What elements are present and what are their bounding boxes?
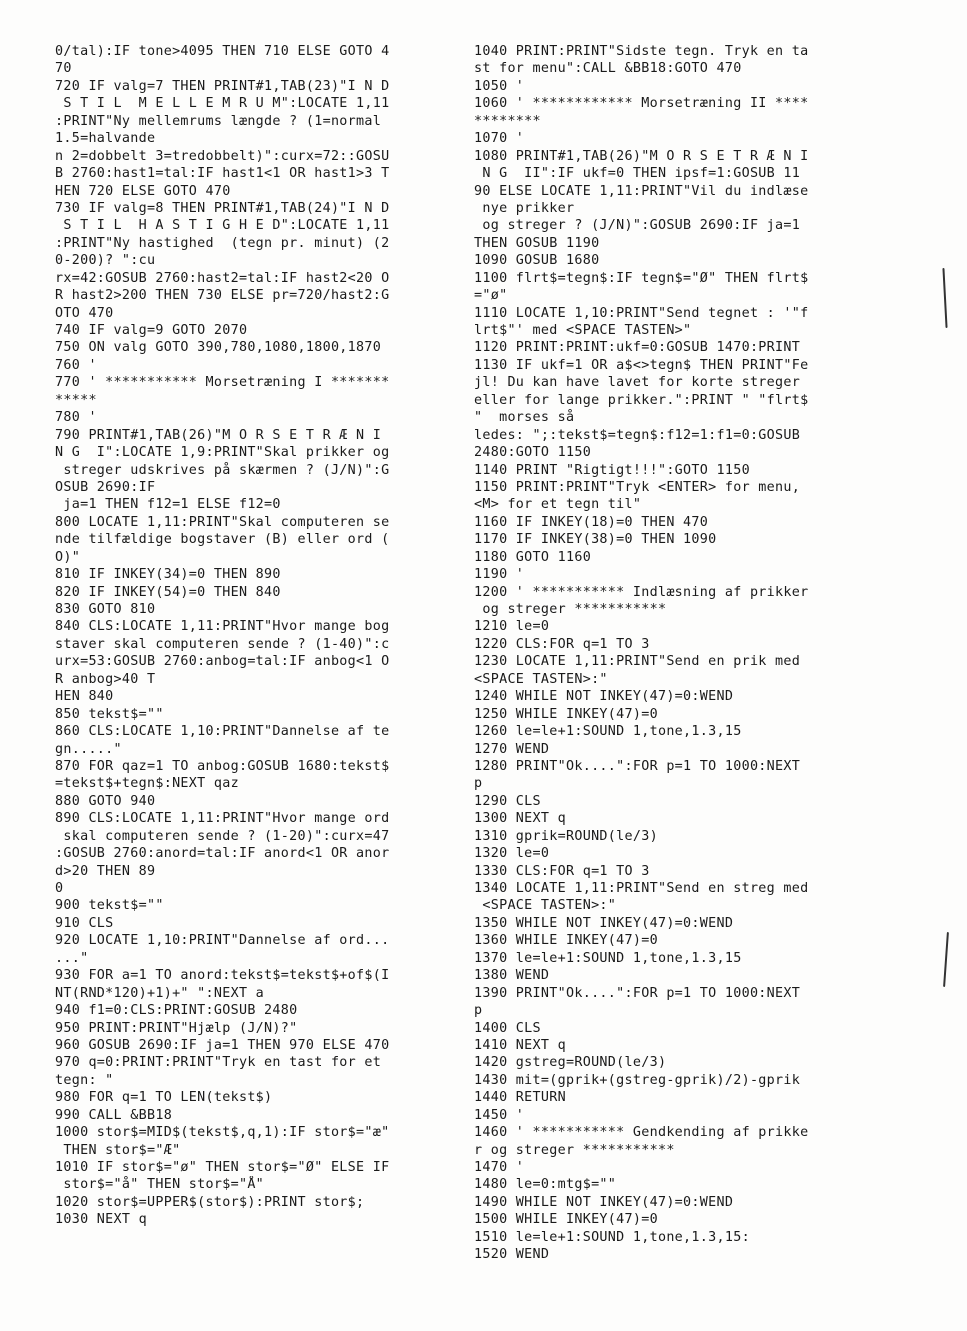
code-line: N G I":LOCATE 1,9:PRINT"Skal prikker og — [55, 445, 390, 461]
code-line: st for menu":CALL &BB18:GOTO 470 — [474, 61, 742, 77]
code-line: 850 tekst$="" — [55, 706, 164, 722]
code-line: 0-200)? ":cu — [55, 253, 156, 269]
code-line: N G II":IF ukf=0 THEN ipsf=1:GOSUB 11 — [474, 166, 801, 182]
code-line: staver skal computeren sende ? (1-40)":c — [55, 636, 390, 652]
code-line: 930 FOR a=1 TO anord:tekst$=tekst$+of$(I — [55, 968, 390, 984]
margin-pen-mark — [943, 932, 949, 987]
code-line: :PRINT"Ny mellemrums længde ? (1=normal — [55, 113, 382, 129]
code-line: :GOSUB 2760:anord=tal:IF anord<1 OR anor — [55, 846, 390, 862]
code-line: n 2=dobbelt 3=tredobbelt)":curx=72::GOSU — [55, 148, 390, 164]
code-line: 950 PRINT:PRINT"Hjælp (J/N)?" — [55, 1020, 298, 1036]
code-line: 790 PRINT#1,TAB(26)"M O R S E T R Æ N I — [55, 427, 382, 443]
code-line: 1480 le=0:mtg$="" — [474, 1177, 617, 1193]
code-line: HEN 840 — [55, 689, 114, 705]
code-line: <M> for et tegn til" — [474, 497, 642, 513]
code-line: 830 GOTO 810 — [55, 602, 156, 617]
code-line: 1510 le=le+1:SOUND 1,tone,1.3,15: — [474, 1229, 750, 1245]
code-line: O)" — [55, 549, 81, 565]
code-line: ***** — [55, 392, 97, 408]
code-line: 880 GOTO 940 — [55, 793, 156, 809]
code-line: 810 IF INKEY(34)=0 THEN 890 — [55, 567, 281, 583]
left-code-column — [55, 43, 473, 1229]
code-line: p — [474, 776, 483, 792]
code-line: 750 ON valg GOTO 390,780,1080,1800,1870 — [55, 340, 382, 356]
code-line: B 2760:hast1=tal:IF hast1<1 OR hast1>3 T — [55, 166, 390, 182]
code-line: 1380 WEND — [474, 968, 550, 984]
code-line: 1040 PRINT:PRINT"Sidste tegn. Tryk en ta — [474, 44, 809, 59]
code-line: p — [474, 1003, 483, 1019]
code-line: 1250 WHILE INKEY(47)=0 — [474, 706, 658, 722]
code-line: 70 — [55, 61, 72, 77]
code-line: 1520 WEND — [474, 1247, 550, 1263]
code-line: S T I L M E L L E M R U M":LOCATE 1,11 — [55, 96, 390, 112]
code-line: 1020 stor$=UPPER$(stor$):PRINT stor$; — [55, 1194, 365, 1210]
code-line: 1.5=halvande — [55, 131, 156, 147]
code-line: eller for lange prikker.":PRINT " "flrt$ — [474, 392, 809, 408]
code-line: 1000 stor$=MID$(tekst$,q,1):IF stor$="æ" — [55, 1125, 390, 1141]
code-line: THEN GOSUB 1190 — [474, 235, 600, 251]
code-line: 1230 LOCATE 1,11:PRINT"Send en prik med — [474, 654, 801, 670]
code-line: 1460 ' *********** Gendkending af prikke — [474, 1125, 809, 1141]
code-line: 780 ' — [55, 410, 97, 426]
code-line: r og streger *********** — [474, 1142, 675, 1158]
code-line: nye prikker — [474, 200, 575, 216]
code-line: 990 CALL &BB18 — [55, 1107, 173, 1123]
code-line: OSUB 2690:IF — [55, 479, 156, 495]
code-line: 1450 ' — [474, 1107, 525, 1123]
code-line: " morses så — [474, 410, 575, 426]
code-line: lrt$"' med <SPACE TASTEN>" — [474, 323, 692, 338]
code-line: 1290 CLS — [474, 793, 541, 809]
code-line: 1360 WHILE INKEY(47)=0 — [474, 933, 658, 949]
code-line: 1010 IF stor$="ø" THEN stor$="Ø" ELSE IF — [55, 1160, 390, 1175]
code-line: S T I L H A S T I G H E D":LOCATE 1,11 — [55, 218, 390, 234]
code-line: 870 FOR qaz=1 TO anbog:GOSUB 1680:tekst$ — [55, 758, 390, 774]
code-line: 1310 gprik=ROUND(le/3) — [474, 828, 658, 844]
code-line: HEN 720 ELSE GOTO 470 — [55, 183, 231, 199]
right-code-column — [474, 43, 892, 1264]
code-line: 0 — [55, 881, 64, 896]
code-line: rx=42:GOSUB 2760:hast2=tal:IF hast2<20 O — [55, 270, 390, 286]
code-line: 1300 NEXT q — [474, 811, 566, 827]
code-line: 1500 WHILE INKEY(47)=0 — [474, 1212, 658, 1228]
code-line: ja=1 THEN f12=1 ELSE f12=0 — [55, 497, 281, 513]
code-line: 1190 ' — [474, 567, 525, 583]
code-line: 730 IF valg=8 THEN PRINT#1,TAB(24)"I N D — [55, 200, 390, 216]
code-line: 920 LOCATE 1,10:PRINT"Dannelse af ord... — [55, 933, 390, 949]
code-line: 1240 WHILE NOT INKEY(47)=0:WEND — [474, 689, 734, 705]
code-line: 760 ' — [55, 357, 97, 373]
code-line: 1200 ' *********** Indlæsning af prikker — [474, 584, 809, 600]
margin-pen-mark — [942, 268, 947, 328]
code-line: 820 IF INKEY(54)=0 THEN 840 — [55, 584, 281, 600]
code-line: skal computeren sende ? (1-20)":curx=47 — [55, 828, 390, 844]
code-line: nde tilfældige bogstaver (B) eller ord ( — [55, 532, 390, 548]
code-line: 1070 ' — [474, 131, 525, 147]
code-line: 1440 RETURN — [474, 1090, 566, 1106]
code-line: jl! Du kan have lavet for korte streger — [474, 375, 801, 391]
code-line: 1370 le=le+1:SOUND 1,tone,1.3,15 — [474, 950, 742, 966]
code-line: 1350 WHILE NOT INKEY(47)=0:WEND — [474, 915, 734, 931]
code-line: ="ø" — [474, 288, 508, 304]
code-line: 2480:GOTO 1150 — [474, 445, 592, 461]
code-line: 0/tal):IF tone>4095 THEN 710 ELSE GOTO 4 — [55, 44, 390, 59]
code-line: ******** — [474, 113, 541, 129]
code-line: 1120 PRINT:PRINT:ukf=0:GOSUB 1470:PRINT — [474, 340, 801, 356]
code-line: 1420 gstreg=ROUND(le/3) — [474, 1055, 667, 1071]
code-line: 1170 IF INKEY(38)=0 THEN 1090 — [474, 532, 717, 548]
code-line: 1150 PRINT:PRINT"Tryk <ENTER> for menu, — [474, 479, 801, 495]
code-line: R hast2>200 THEN 730 ELSE pr=720/hast2:G — [55, 288, 390, 304]
code-line: og streger ? (J/N)":GOSUB 2690:IF ja=1 — [474, 218, 801, 234]
code-line: 1320 le=0 — [474, 846, 550, 862]
code-line: 1140 PRINT "Rigtigt!!!":GOTO 1150 — [474, 462, 750, 478]
code-line: 720 IF valg=7 THEN PRINT#1,TAB(23)"I N D — [55, 78, 390, 94]
code-line: 1130 IF ukf=1 OR a$<>tegn$ THEN PRINT"Fe — [474, 357, 809, 373]
code-line: 860 CLS:LOCATE 1,10:PRINT"Dannelse af te — [55, 724, 390, 740]
code-line: 1100 flrt$=tegn$:IF tegn$="Ø" THEN flrt$ — [474, 270, 809, 286]
code-line: <SPACE TASTEN>:" — [474, 898, 617, 914]
code-line: 740 IF valg=9 GOTO 2070 — [55, 323, 248, 338]
code-line: 1030 NEXT q — [55, 1212, 147, 1228]
code-line: 1410 NEXT q — [474, 1037, 566, 1053]
code-line: <SPACE TASTEN>:" — [474, 671, 608, 687]
code-line: 1430 mit=(gprik+(gstreg-gprik)/2)-gprik — [474, 1072, 801, 1088]
code-line: 800 LOCATE 1,11:PRINT"Skal computeren se — [55, 514, 390, 530]
code-line: stor$="å" THEN stor$="Å" — [55, 1177, 265, 1193]
code-line: urx=53:GOSUB 2760:anbog=tal:IF anbog<1 O — [55, 654, 390, 670]
code-line: THEN stor$="Æ" — [55, 1142, 181, 1158]
code-line: 970 q=0:PRINT:PRINT"Tryk en tast for et — [55, 1055, 382, 1071]
code-line: 1210 le=0 — [474, 619, 550, 635]
code-line: 1390 PRINT"Ok....":FOR p=1 TO 1000:NEXT — [474, 985, 801, 1001]
code-line: ledes: ";:tekst$=tegn$:f12=1:f1=0:GOSUB — [474, 427, 801, 443]
code-line: 900 tekst$="" — [55, 898, 164, 914]
code-line: 1160 IF INKEY(18)=0 THEN 470 — [474, 514, 709, 530]
code-line: gn....." — [55, 741, 122, 757]
code-line: 840 CLS:LOCATE 1,11:PRINT"Hvor mange bog — [55, 619, 390, 635]
code-line: ..." — [55, 950, 89, 966]
code-line: 770 ' *********** Morsetræning I ******* — [55, 375, 390, 391]
code-line: tegn: " — [55, 1072, 114, 1088]
code-line: =tekst$+tegn$:NEXT qaz — [55, 776, 239, 792]
code-line: 910 CLS — [55, 915, 114, 931]
code-line: :PRINT"Ny hastighed (tegn pr. minut) (2 — [55, 235, 390, 251]
code-line: 890 CLS:LOCATE 1,11:PRINT"Hvor mange ord — [55, 811, 390, 827]
code-line: 940 f1=0:CLS:PRINT:GOSUB 2480 — [55, 1003, 298, 1019]
code-line: NT(RND*120)+1)+" ":NEXT a — [55, 985, 265, 1001]
code-line: 1220 CLS:FOR q=1 TO 3 — [474, 636, 650, 652]
code-line: 1180 GOTO 1160 — [474, 549, 592, 565]
code-line: 1270 WEND — [474, 741, 550, 757]
code-line: streger udskrives på skærmen ? (J/N)":G — [55, 462, 390, 478]
code-line: 1330 CLS:FOR q=1 TO 3 — [474, 863, 650, 879]
code-line: d>20 THEN 89 — [55, 863, 156, 879]
code-line: 1090 GOSUB 1680 — [474, 253, 600, 269]
code-line: og streger *********** — [474, 602, 667, 617]
code-line: 1060 ' ************ Morsetræning II **** — [474, 96, 809, 112]
code-line: 1340 LOCATE 1,11:PRINT"Send en streg med — [474, 881, 809, 896]
code-line: 980 FOR q=1 TO LEN(tekst$) — [55, 1090, 273, 1106]
code-line: 1260 le=le+1:SOUND 1,tone,1.3,15 — [474, 724, 742, 740]
code-line: R anbog>40 T — [55, 671, 156, 687]
code-line: 1470 ' — [474, 1160, 525, 1175]
code-line: 1080 PRINT#1,TAB(26)"M O R S E T R Æ N I — [474, 148, 809, 164]
code-line: 1490 WHILE NOT INKEY(47)=0:WEND — [474, 1194, 734, 1210]
code-line: 90 ELSE LOCATE 1,11:PRINT"Vil du indlæse — [474, 183, 809, 199]
code-line: 1400 CLS — [474, 1020, 541, 1036]
code-line: 1110 LOCATE 1,10:PRINT"Send tegnet : '"f — [474, 305, 809, 321]
code-line: 960 GOSUB 2690:IF ja=1 THEN 970 ELSE 470 — [55, 1037, 390, 1053]
code-line: 1280 PRINT"Ok....":FOR p=1 TO 1000:NEXT — [474, 758, 801, 774]
code-line: OTO 470 — [55, 305, 114, 321]
code-line: 1050 ' — [474, 78, 525, 94]
